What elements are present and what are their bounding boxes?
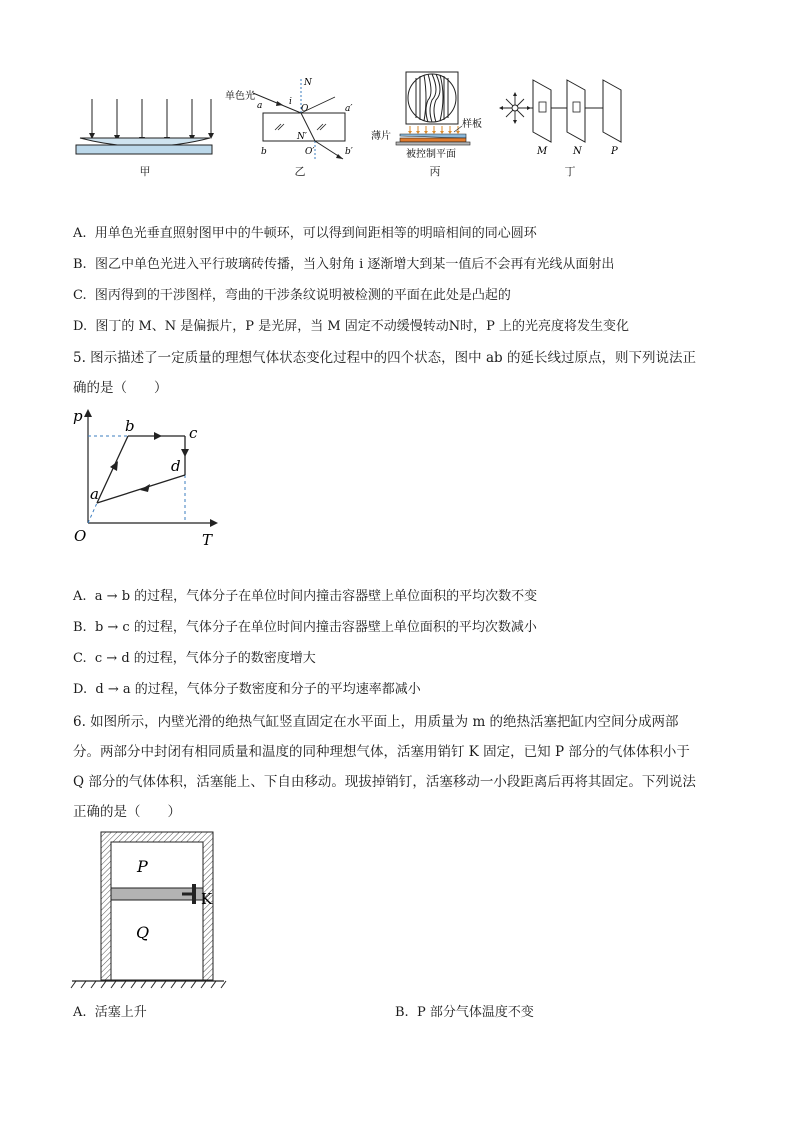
label-M: M [537, 146, 548, 157]
label-O-prime: O′ [305, 147, 315, 157]
q5-stem-line1: 5. 图示描述了一定质量的理想气体状态变化过程中的四个状态，图中 ab 的延长线过原点，则下列说法正 [73, 350, 696, 366]
state-label-b: b [125, 417, 135, 435]
axis-label-p: p [73, 407, 83, 425]
state-label-a: a [90, 485, 99, 503]
q4-option-d[interactable]: D. 图丁的 M、N 是偏振片，P 是光屏，当 M 固定不动缓慢转动N时，P 上的光亮度将发生变化 [73, 319, 630, 334]
q4-option-b[interactable]: B. 图乙中单色光进入平行玻璃砖传播，当入射角 i 逐渐增大到某一值后不会再有光线从面射出 [73, 257, 615, 272]
label-N-prime: N′ [297, 132, 307, 142]
q5-stem-line2: 确的是（ ） [73, 380, 168, 396]
caption-ding: 丁 [564, 165, 576, 178]
figure-bing [370, 70, 495, 165]
caption-jia: 甲 [139, 165, 151, 178]
q5-option-b[interactable]: B. b → c 的过程，气体分子在单位时间内撞击容器壁上单位面积的平均次数减小 [73, 620, 537, 635]
q5-option-a[interactable]: A. a → b 的过程，气体分子在单位时间内撞击容器壁上单位面积的平均次数不变 [73, 589, 538, 604]
label-b-prime: b′ [345, 147, 353, 157]
q5-pT-graph [70, 405, 230, 550]
q6-stem-line1: 6. 如图所示，内壁光滑的绝热气缸竖直固定在水平面上，用质量为 m 的绝热活塞把缸内空间分成两部 [73, 714, 679, 730]
label-controlled-plane: 被控制平面 [406, 149, 456, 160]
label-sample-plate: 样板 [462, 119, 482, 130]
chamber-label-P: P [137, 857, 148, 876]
label-P-screen: P [611, 146, 618, 157]
origin-label-O: O [74, 527, 87, 545]
label-N: N [304, 78, 312, 88]
label-film: 薄片 [371, 131, 391, 142]
caption-bing: 丙 [429, 165, 441, 178]
label-monochrome-light: 单色光 [225, 91, 255, 102]
figure-ding [495, 78, 630, 160]
q6-stem-line2: 分。两部分中封闭有相同质量和温度的同种理想气体，活塞用销钉 K 固定，已知 P 部分的气体体积小于 [73, 744, 690, 760]
q6-cylinder-figure [70, 828, 240, 996]
caption-yi: 乙 [294, 165, 306, 178]
q6-stem-line4: 正确的是（ ） [73, 804, 181, 820]
axis-label-T: T [202, 531, 213, 549]
q6-option-a[interactable]: A. 活塞上升 [73, 1005, 147, 1020]
q4-option-a[interactable]: A. 用单色光垂直照射图甲中的牛顿环，可以得到间距相等的明暗相间的同心圆环 [73, 226, 537, 241]
q4-option-c[interactable]: C. 图丙得到的干涉图样，弯曲的干涉条纹说明被检测的平面在此处是凸起的 [73, 288, 511, 303]
label-i: i [289, 97, 292, 107]
label-O: O [301, 104, 309, 114]
q6-option-b[interactable]: B. P 部分气体温度不变 [395, 1005, 534, 1020]
q6-stem-line3: Q 部分的气体体积，活塞能上、下自由移动。现拔掉销钉，活塞移动一小段距离后再将其固定。下列说法 [73, 774, 696, 790]
figure-yi [225, 75, 365, 165]
q5-option-d[interactable]: D. d → a 的过程，气体分子数密度和分子的平均速率都减小 [73, 682, 421, 697]
label-N-polarizer: N [573, 146, 582, 157]
label-a-prime: a′ [345, 104, 353, 114]
pin-label-K: K [201, 890, 213, 908]
state-label-c: c [189, 424, 198, 442]
state-label-d: d [171, 457, 181, 475]
label-a: a [257, 101, 263, 111]
label-b: b [261, 147, 267, 157]
chamber-label-Q: Q [136, 923, 150, 942]
figure-jia [70, 95, 220, 165]
q5-option-c[interactable]: C. c → d 的过程，气体分子的数密度增大 [73, 651, 316, 666]
